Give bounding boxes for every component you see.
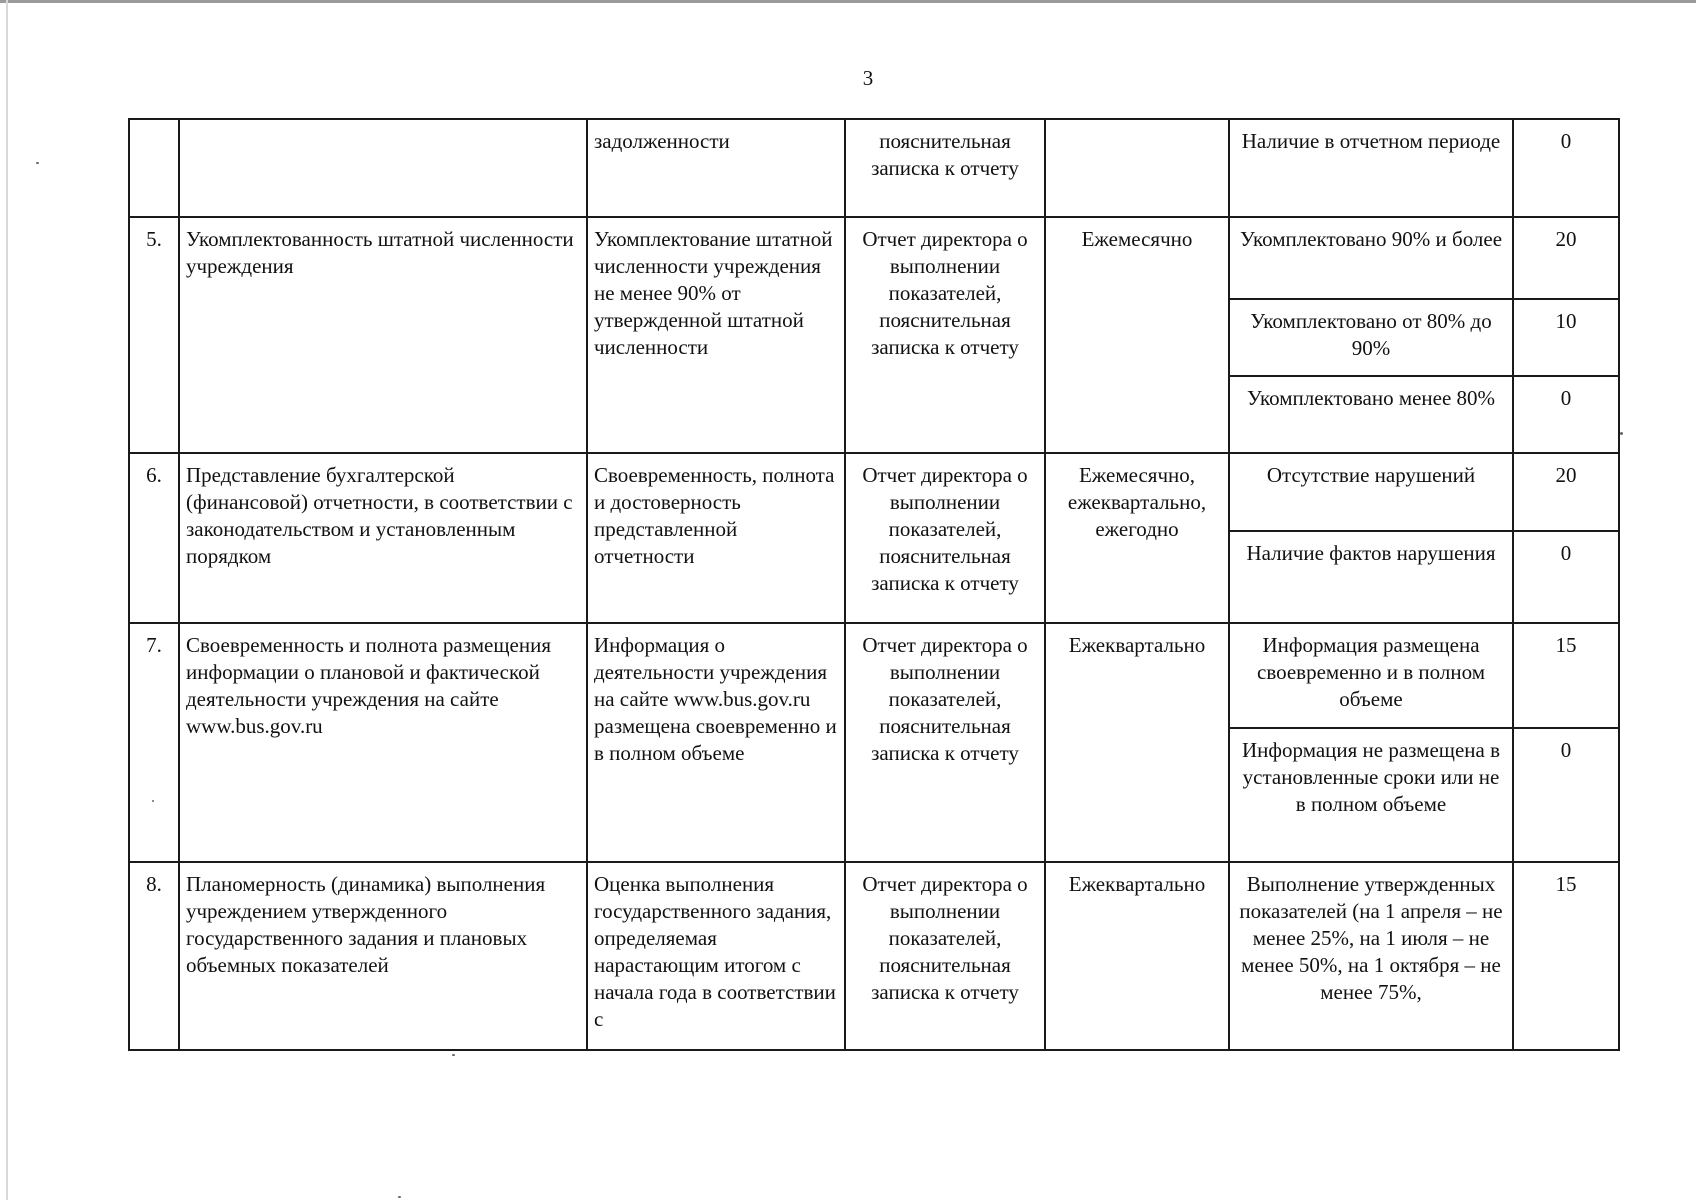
period-cell: Ежеквартально [1045,862,1229,1050]
row-number: 6. [129,453,179,623]
row-number: 8. [129,862,179,1050]
indicator-cell: Планомерность (динамика) выполнения учреждением утвержденного государственного задания и плановых объемных показателей [179,862,587,1050]
row-number [129,119,179,217]
criterion-cell: Информация о деятельности учреждения на сайте www.bus.gov.ru размещена своевременно и в полном объеме [587,623,845,862]
score-cell: 0 [1513,376,1619,453]
criterion-cell: Оценка выполнения государственного задания, определяемая нарастающим итогом с начала года в соответствии с [587,862,845,1050]
source-cell: пояснительная записка к отчету [845,119,1045,217]
table-row [129,453,1619,531]
scan-left-edge [6,0,8,1200]
score-cell: 0 [1513,531,1619,623]
scan-top-edge [0,0,1696,3]
indicator-cell [179,119,587,217]
scan-speck [1620,432,1623,435]
period-cell: Ежемесячно, ежеквартально, ежегодно [1045,453,1229,623]
period-cell: Ежеквартально [1045,623,1229,862]
option-cell: Выполнение утвержденных показателей (на 1 апреля – не менее 25%, на 1 июля – не менее 50%, на 1 октября – не менее 75%, [1229,862,1513,1050]
score-cell: 15 [1513,623,1619,728]
period-cell [1045,119,1229,217]
option-cell: Укомплектовано от 80% до 90% [1229,299,1513,376]
option-cell: Отсутствие нарушений [1229,453,1513,531]
score-cell: 15 [1513,862,1619,1050]
indicator-cell: Укомплектованность штатной численности учреждения [179,217,587,453]
scan-speck [452,1054,455,1056]
table-row [129,623,1619,728]
criteria-table [128,118,1620,1051]
indicator-cell: Своевременность и полнота размещения информации о плановой и фактической деятельности учреждения на сайте www.bus.gov.ru [179,623,587,862]
scan-speck [36,162,39,164]
table-row [129,119,1619,217]
table-row [129,862,1619,1050]
criterion-cell: Укомплектование штатной численности учреждения не менее 90% от утвержденной штатной численности [587,217,845,453]
option-cell: Укомплектовано менее 80% [1229,376,1513,453]
source-cell: Отчет директора о выполнении показателей, пояснительная записка к отчету [845,862,1045,1050]
source-cell: Отчет директора о выполнении показателей, пояснительная записка к отчету [845,217,1045,453]
score-cell: 20 [1513,453,1619,531]
row-number: 5. [129,217,179,453]
table-row [129,217,1619,299]
option-cell: Наличие фактов нарушения [1229,531,1513,623]
option-cell: Укомплектовано 90% и более [1229,217,1513,299]
score-cell: 0 [1513,119,1619,217]
source-cell: Отчет директора о выполнении показателей, пояснительная записка к отчету [845,453,1045,623]
scan-speck [152,800,154,802]
option-cell: Наличие в отчетном периоде [1229,119,1513,217]
period-cell: Ежемесячно [1045,217,1229,453]
option-cell: Информация не размещена в установленные сроки или не в полном объеме [1229,728,1513,862]
option-cell: Информация размещена своевременно и в полном объеме [1229,623,1513,728]
source-cell: Отчет директора о выполнении показателей, пояснительная записка к отчету [845,623,1045,862]
score-cell: 0 [1513,728,1619,862]
criterion-cell: задолженности [587,119,845,217]
page-number: 3 [862,66,874,90]
scan-speck [398,1196,401,1198]
criterion-cell: Своевременность, полнота и достоверность представленной отчетности [587,453,845,623]
row-number: 7. [129,623,179,862]
score-cell: 20 [1513,217,1619,299]
indicator-cell: Представление бухгалтерской (финансовой) отчетности, в соответствии с законодательством и установленным порядком [179,453,587,623]
score-cell: 10 [1513,299,1619,376]
